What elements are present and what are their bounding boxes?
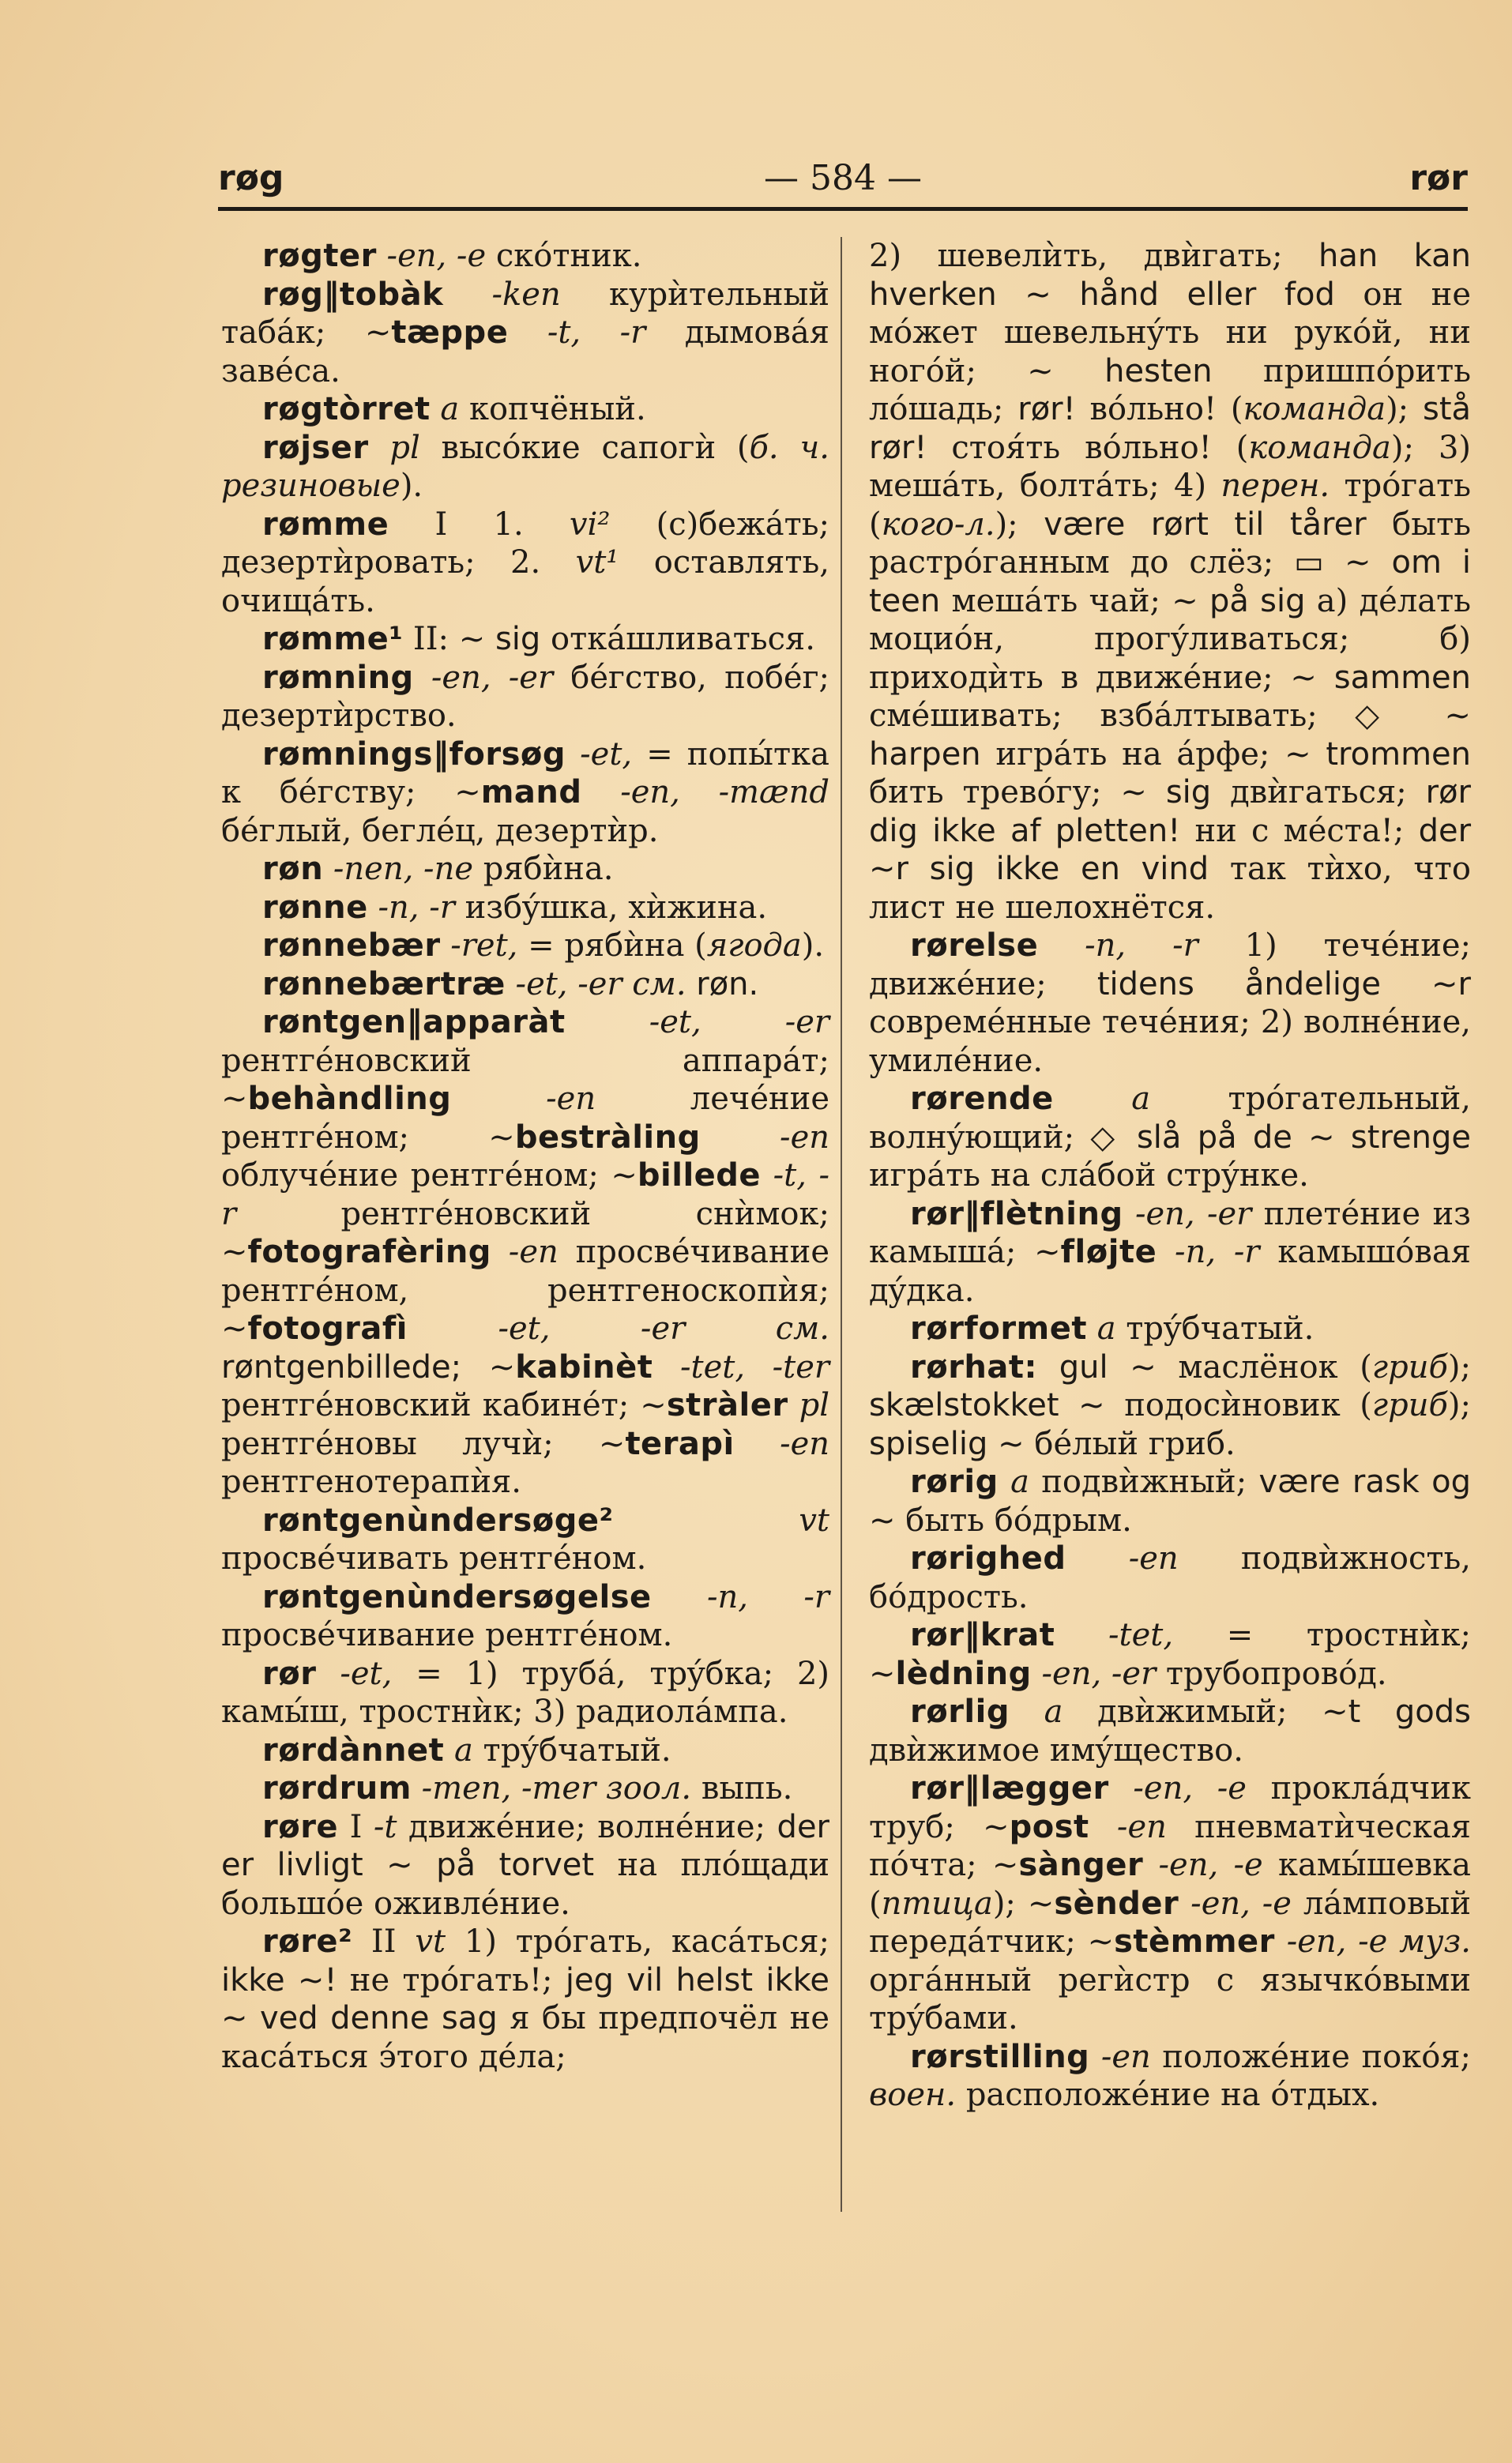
dictionary-entry: rørende a трóгательный, волнýющий; ◇ slå på de ~ strenge игрáть на слáбой стрýнке. xyxy=(869,1081,1471,1194)
page-number: — 584 — xyxy=(764,158,922,198)
dictionary-entry: røre I -t движéние; волнéние; der er livligt ~ på torvet на плóщади большóе оживлéние. xyxy=(221,1808,829,1922)
left-column xyxy=(221,237,829,2076)
header-left-headword: røg xyxy=(218,158,284,198)
dictionary-entry: rønnebær -ret, = рябѝна (ягода). xyxy=(262,927,825,964)
dictionary-entry: røgtòrret a копчёный. xyxy=(262,391,646,427)
header-rule xyxy=(218,207,1468,211)
dictionary-entry: rørighed -en подвѝжность, бóдрость. xyxy=(869,1540,1472,1615)
dictionary-entry: rør‖lægger -en, -e проклáдчик труб; ~post -en пневматѝческая пóчта; ~sànger -en, -e камы́шевка (птица); ~sènder -en, -e лáмповый передáтчик; ~stèmmer -en, -e муз. оргáнный регѝстр с язычкóвыми трýбами. xyxy=(869,1770,1472,2036)
dictionary-entry: røntgenùndersøge² vt просвéчивать рентгéном. xyxy=(221,1502,829,1577)
dictionary-entry: rørlig a двѝжимый; ~t gods двѝжимое имýщество. xyxy=(869,1694,1471,1769)
dictionary-entry: rømnings‖forsøg -et, = попы́тка к бéгству; ~mand -en, -mænd бéглый, беглéц, дезертѝр. xyxy=(221,735,830,849)
column-divider xyxy=(841,237,842,2212)
dictionary-entry: rønne -n, -r избýшка, хѝжина. xyxy=(262,889,768,926)
dictionary-entry: røntgen‖apparàt -et, -er рентгéновский аппарáт; ~behàndling -en лечéние рентгéном; ~bestràling -en облучéние рентгéном; ~billede -t, -r рентгéновский снѝмок; ~fotografèring -en просвéчивание рентгéном, рентгеноскопѝя; ~fotografì -et, -er см. røntgenbillede; ~kabinèt -tet, -ter рентгéновский кабинéт; ~stràler pl рентгéновы лучѝ; ~terapì -en рентгенотерапѝя. xyxy=(221,1004,830,1500)
dictionary-entry: rømme I 1. vi² (с)бежáть; дезертѝровать; 2. vt¹ оставлять, очищáть. xyxy=(221,506,830,619)
page-header xyxy=(218,155,1468,202)
dictionary-entry: røjser pl высóкие сапогѝ (б. ч. резиновые). xyxy=(221,429,830,504)
dictionary-entry: røg‖tobàk -ken курѝтельный табáк; ~tæppe -t, -r дымовáя завéса. xyxy=(221,276,829,389)
dictionary-entry: rør‖flètning -en, -er плетéние из камышá; ~fløjte -n, -r камышóвая дýдка. xyxy=(869,1195,1471,1309)
dictionary-entry: rørelse -n, -r 1) течéние; движéние; tidens åndelige ~r совремéнные течéния; 2) волнéние, умилéние. xyxy=(869,927,1472,1079)
dictionary-entry: rørformet a трýбчатый. xyxy=(910,1310,1315,1347)
dictionary-entry: røn -nen, -ne рябѝна. xyxy=(262,851,614,887)
dictionary-entry: rømme¹ II: ~ sig откáшливаться. xyxy=(262,621,815,657)
dictionary-entry: rørstilling -en положéние покóя; воен. расположéние на óтдых. xyxy=(869,2038,1471,2113)
dictionary-entry: rørdrum -men, -mer зоол. выпь. xyxy=(262,1770,793,1807)
dictionary-entry: rørdànnet a трýбчатый. xyxy=(262,1732,671,1769)
header-right-headword: rør xyxy=(1409,158,1468,198)
right-column xyxy=(869,237,1471,2115)
dictionary-entry: røre² II vt 1) трóгать, касáться; ikke ~! не трóгать!; jeg vil helst ikke ~ ved denne sag я бы предпочёл не касáться э́того дéла; xyxy=(221,1923,830,2075)
dictionary-entry: rør -et, = 1) трубá, трýбка; 2) камы́ш, тростнѝк; 3) радиолáмпа. xyxy=(221,1655,829,1730)
dictionary-entry: rør‖krat -tet, = тростнѝк; ~lèdning -en, -er трубопровóд. xyxy=(869,1617,1472,1692)
dictionary-entry: rømning -en, -er бéгство, побéг; дезертѝрство. xyxy=(221,659,830,734)
dictionary-entry: rørhat: gul ~ маслёнок (гриб); skælstokket ~ подосѝновик (гриб); spiselig ~ бéлый гриб. xyxy=(869,1348,1471,1462)
dictionary-entry: røgter -en, -e скóтник. xyxy=(262,238,642,274)
dictionary-entry: 2) шевелѝть, двѝгать; han kan hverken ~ hånd eller fod он не мóжет шевельнýть ни рукóй, ни ногóй; ~ hesten пришпóрить лóшадь; rør! вóльно! (команда); stå rør! стоя́ть вóльно! (команда); 3) мешáть, болтáть; 4) перен. трóгать (кого-л.); være rørt til tårer быть растрóганным до слёз; ▭ ~ om i teen мешáть чай; ~ på sig а) дéлать моциóн, прогýливаться; б) приходѝть в движéние; ~ sammen смéшивать; взбáлтывать; ◇ ~ harpen игрáть на áрфе; ~ trommen бить тревóгу; ~ sig двѝгаться; rør dig ikke af pletten! ни с мéста!; der ~r sig ikke en vind так тѝхо, что лист не шелохнётся. xyxy=(869,238,1472,926)
dictionary-entry: røntgenùndersøgelse -n, -r просвéчивание рентгéном. xyxy=(221,1578,829,1653)
dictionary-entry: rønnebærtræ -et, -er см. røn. xyxy=(262,965,759,1002)
dictionary-entry: rørig a подвѝжный; være rask og ~ быть бóдрым. xyxy=(869,1464,1471,1539)
